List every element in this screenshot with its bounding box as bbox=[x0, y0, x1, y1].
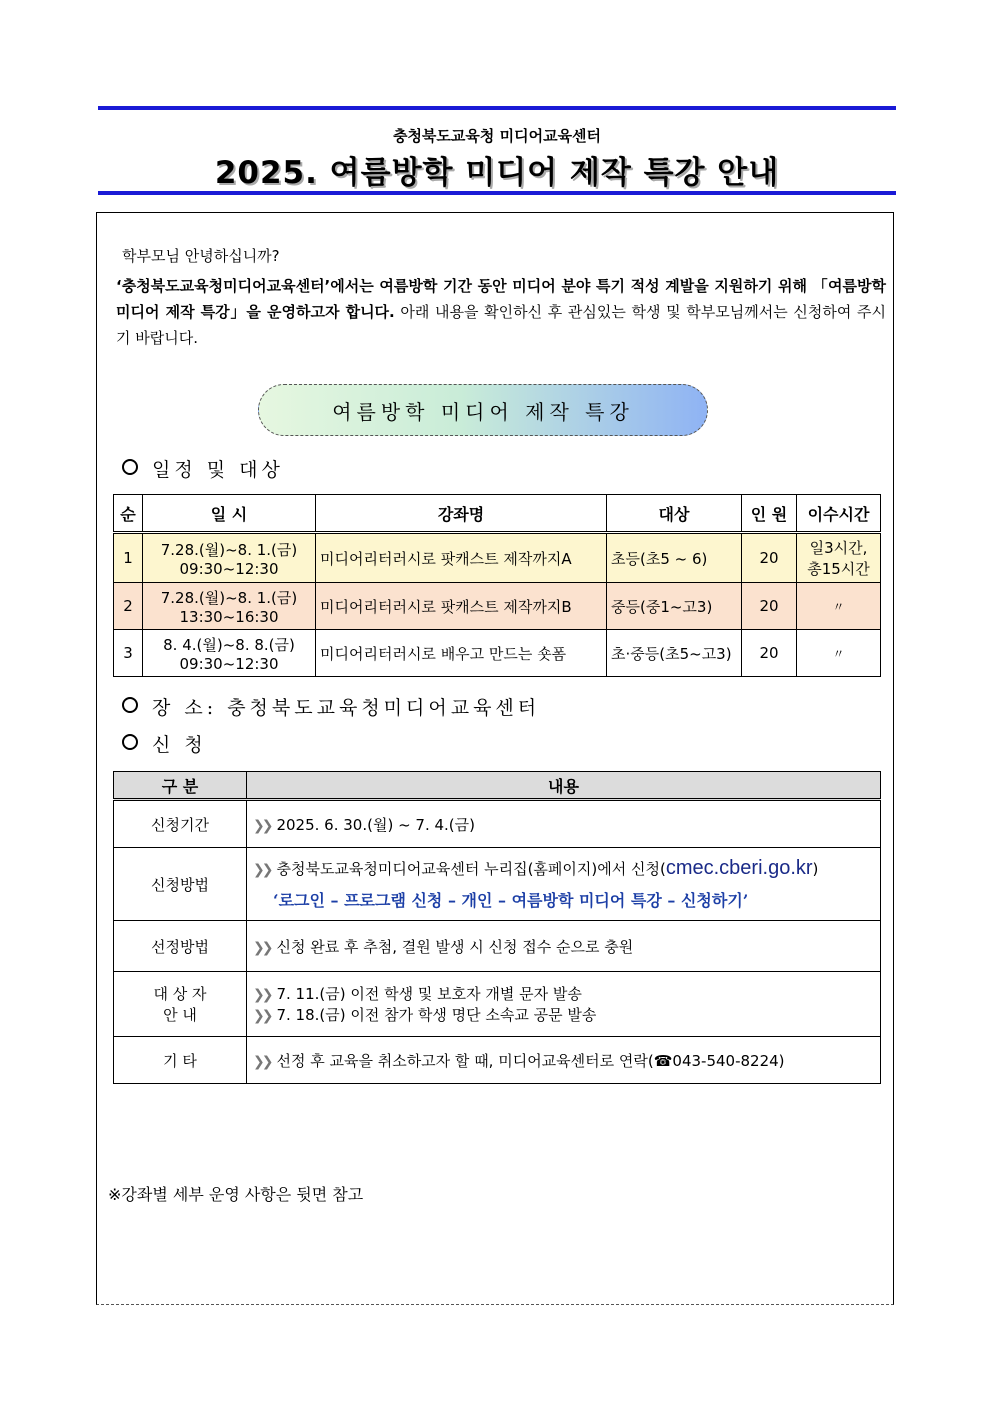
table-row: 3 8. 4.(월)~8. 8.(금) 09:30~12:30 미디어리터러시로 배우고 만드는 숏폼 초·중등(초5~고3) 20 〃 bbox=[114, 630, 881, 677]
org-name: 충청북도교육청 미디어교육센터 bbox=[392, 127, 602, 145]
section-apply: 신 청 bbox=[122, 730, 207, 757]
intro-paragraph bbox=[116, 273, 886, 351]
double-arrow-icon: ❯❯ bbox=[253, 939, 271, 956]
footnote: ※강좌별 세부 운영 사항은 뒷면 참고 bbox=[108, 1185, 364, 1204]
table-row: 신청방법 ❯❯ 충청북도교육청미디어교육센터 누리집(홈페이지)에서 신청(cmec.cberi.go.kr) ‘로그인 – 프로그램 신청 – 개인 – 여름방학 미디어 특강 – 신청하기’ bbox=[114, 848, 881, 921]
circle-bullet-icon bbox=[122, 459, 138, 475]
top-rule bbox=[98, 106, 896, 110]
table-row: 대 상 자 안 내 ❯❯ 7. 11.(금) 이전 학생 및 보호자 개별 문자 발송 ❯❯ 7. 18.(금) 이전 참가 학생 명단 소속교 공문 발송 bbox=[114, 972, 881, 1037]
schedule-table bbox=[113, 494, 881, 677]
section-place: 장 소: 충청북도교육청미디어교육센터 bbox=[122, 693, 540, 720]
apply-path: ‘로그인 – 프로그램 신청 – 개인 – 여름방학 미디어 특강 – 신청하기’ bbox=[273, 891, 749, 910]
homepage-link[interactable]: cmec.cberi.go.kr bbox=[665, 857, 813, 879]
table-header-row: 구 분 내용 bbox=[114, 772, 881, 800]
table-row: 신청기간 ❯❯ 2025. 6. 30.(월) ~ 7. 4.(금) bbox=[114, 800, 881, 848]
intro-rest: 아래 내용을 확인하신 후 관심있는 학생 및 학부모님께서는 신청하여 주시기 바랍니다. bbox=[116, 303, 886, 347]
greeting: 학부모님 안녕하십니까? bbox=[122, 247, 280, 265]
apply-table bbox=[113, 771, 881, 1084]
section-schedule: 일정 및 대상 bbox=[122, 455, 284, 482]
double-arrow-icon: ❯❯ bbox=[253, 1053, 271, 1070]
title-rule bbox=[98, 191, 896, 195]
table-row: 1 7.28.(월)~8. 1.(금) 09:30~12:30 미디어리터러시로 팟캐스트 제작까지A 초등(초5 ~ 6) 20 일3시간, 총15시간 bbox=[114, 533, 881, 583]
page-title: 2025. 여름방학 미디어 제작 특강 안내 bbox=[214, 155, 780, 191]
table-header-row: 순 일 시 강좌명 대상 인 원 이수시간 bbox=[114, 495, 881, 533]
table-row: 2 7.28.(월)~8. 1.(금) 13:30~16:30 미디어리터러시로 팟캐스트 제작까지B 중등(중1~고3) 20 〃 bbox=[114, 583, 881, 630]
double-arrow-icon: ❯❯ bbox=[253, 1008, 271, 1024]
table-row: 기 타 ❯❯ 선정 후 교육을 취소하고자 할 때, 미디어교육센터로 연락(☎043-540-8224) bbox=[114, 1037, 881, 1084]
program-banner: 여름방학 미디어 제작 특강 bbox=[258, 384, 708, 436]
double-arrow-icon: ❯❯ bbox=[253, 817, 271, 834]
content-frame bbox=[96, 212, 894, 1305]
double-arrow-icon: ❯❯ bbox=[253, 862, 271, 878]
intro-bold: ‘충청북도교육청미디어교육센터’에서는 여름방학 기간 동안 미디어 분야 특기 적성 계발을 지원하기 위해 「여름방학 미디어 제작 특강」을 운영하고자 합니다. bbox=[116, 277, 886, 321]
double-arrow-icon: ❯❯ bbox=[253, 987, 271, 1003]
table-row: 선정방법 ❯❯ 신청 완료 후 추첨, 결원 발생 시 신청 접수 순으로 충원 bbox=[114, 921, 881, 972]
circle-bullet-icon bbox=[122, 697, 138, 713]
circle-bullet-icon bbox=[122, 734, 138, 750]
